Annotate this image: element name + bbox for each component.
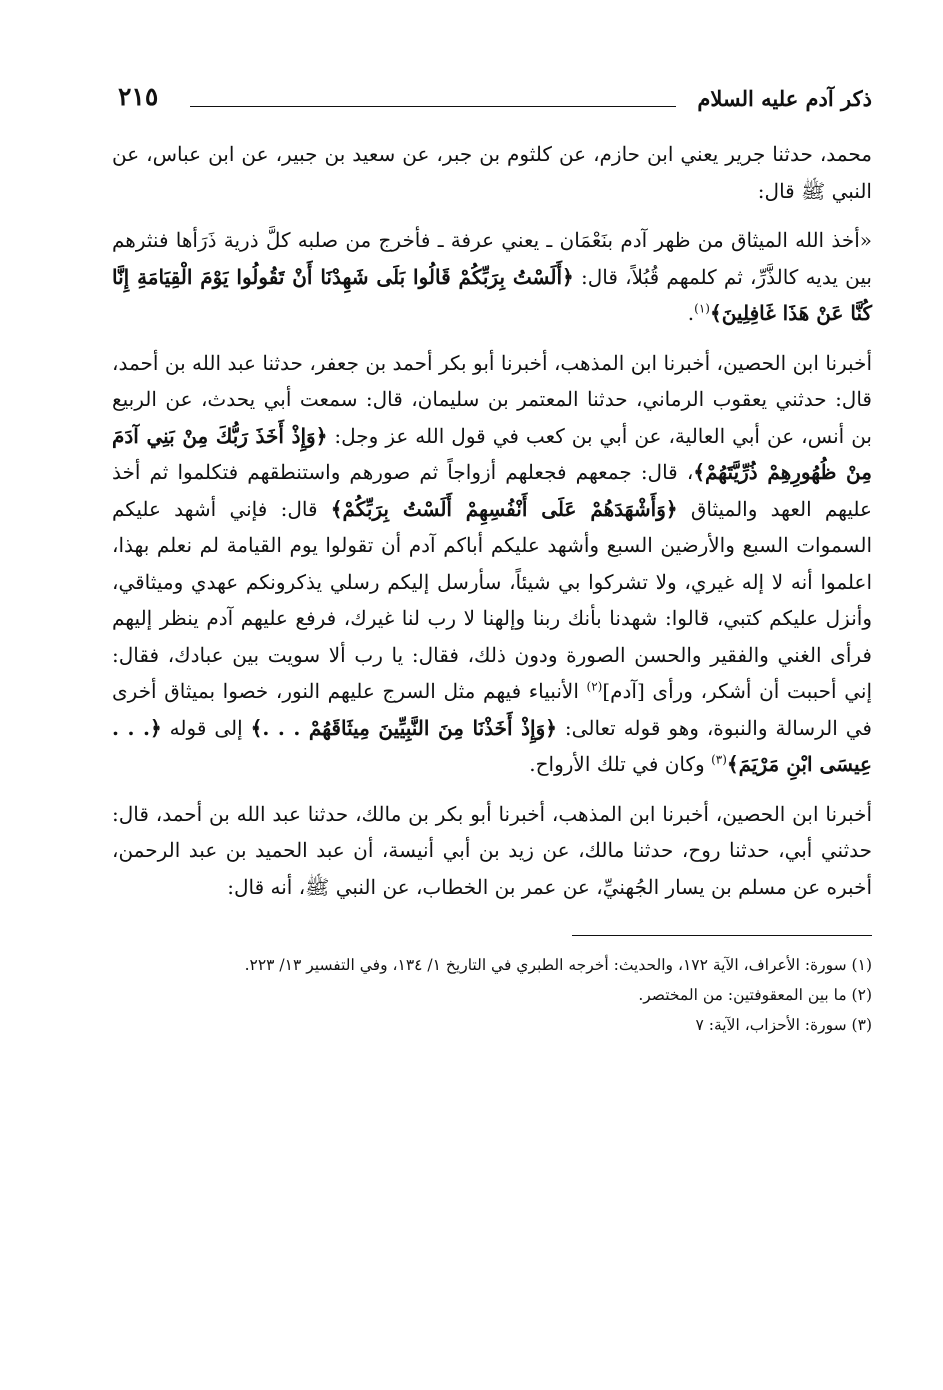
paragraph bbox=[112, 796, 872, 906]
footnote-reference: (٢) bbox=[586, 679, 603, 694]
book-page bbox=[112, 82, 872, 1040]
text-run: قال: فإني أشهد عليكم السموات السبع والأرضين السبع وأشهد عليكم أباكم آدم أن تقولوا يوم القيامة لم نعلم بهذا، اعلموا أنه لا إله غيري، ولا تشركوا بي شيئاً، سأرسل إليكم رسلي يذكرونكم عهدي وميثاقي، وأنزل عليكم كتبي، قالوا: شهدنا بأنك ربنا وإلهنا لا رب لنا غيرك، فرفع عليهم آدم ينظر إليهم فرأى الغني والفقير والحسن الصورة ودون ذلك، فقال: يا رب ألا سويت بين عبادك، فقال: إني أحببت أن أشكر، ورأى [آدم] bbox=[112, 496, 873, 703]
header-rule bbox=[190, 106, 676, 107]
footnote: (٣) سورة: الأحزاب، الآية: ٧ bbox=[695, 1016, 872, 1034]
quran-verse: ﴿وَإِذْ أَخَذَ رَبُّكَ مِنْ بَنِي آدَمَ مِنْ ظُهُورِهِمْ ذُرِّيَّتَهُمْ﴾ bbox=[112, 423, 872, 484]
quran-verse: ﴿أَلَسْتُ بِرَبِّكُمْ قَالُوا بَلَى شَهِدْنَا أَنْ تَقُولُوا يَوْمَ الْقِيَامَةِ إِنَّا كُنَّا عَنْ هَذَا غَافِلِينَ﴾ bbox=[112, 264, 872, 325]
quran-verse: ﴿. . . عِيسَى ابْنِ مَرْيَمَ﴾ bbox=[112, 715, 872, 776]
footnotes bbox=[112, 950, 872, 1040]
chapter-title: ذكر آدم عليه السلام bbox=[697, 86, 872, 111]
page-number: ٢١٥ bbox=[118, 82, 159, 111]
text-run: إلى قوله bbox=[161, 715, 251, 740]
footnote: (١) سورة: الأعراف، الآية ١٧٢، والحديث: أخرجه الطبري في التاريخ ١/ ١٣٤، وفي التفسير ١٣/ ٢٢٣. bbox=[244, 956, 872, 974]
footnote-reference: (١) bbox=[694, 301, 710, 316]
text-run: الأنبياء فيهم مثل السرج عليهم النور، خصوا بميثاق أخرى في الرسالة والنبوة، وهو قوله تعالى: bbox=[112, 679, 872, 740]
text-run: محمد، حدثنا جرير يعني ابن حازم، عن كلثوم بن جبر، عن سعيد بن جبير، عن ابن عباس، عن النبي ﷺ قال: bbox=[112, 142, 872, 203]
paragraph bbox=[112, 222, 872, 332]
footnote: (٢) ما بين المعقوفتين: من المختصر. bbox=[638, 986, 872, 1004]
footnote-rule bbox=[572, 935, 872, 936]
paragraph bbox=[112, 345, 872, 783]
paragraph bbox=[112, 136, 872, 209]
text-run: أخبرنا ابن الحصين، أخبرنا ابن المذهب، أخبرنا أبو بكر بن مالك، حدثنا عبد الله بن أحمد، قال: حدثني أبي، حدثنا روح، حدثنا مالك، عن زيد بن أبي أنيسة، أن عبد الحميد بن عبد الرحمن، أخبره عن مسلم بن يسار الجُهنيِّ، عن عمر بن الخطاب، عن النبي ﷺ، أنه قال: bbox=[112, 801, 872, 899]
footnote-reference: (٣) bbox=[711, 752, 727, 767]
body-text bbox=[112, 136, 872, 905]
quran-verse: ﴿وَإِذْ أَخَذْنَا مِنَ النَّبِيِّينَ مِيثَاقَهُمْ . . .﴾ bbox=[250, 715, 557, 740]
quran-verse: ﴿وَأَشْهَدَهُمْ عَلَى أَنْفُسِهِمْ أَلَسْتُ بِرَبِّكُمْ﴾ bbox=[330, 496, 678, 521]
text-run: «أخذ الله الميثاق من ظهر آدم بنَعْمَان ـ يعني عرفة ـ فأخرج من صلبه كلَّ ذرية ذَرَأها فنثرهم بين يديه كالذَّرِّ، ثم كلمهم قُبُلاً، قال: bbox=[112, 228, 872, 289]
text-run: أخبرنا ابن الحصين، أخبرنا ابن المذهب، أخبرنا أبو بكر أحمد بن جعفر، حدثنا عبد الله بن أحمد، قال: حدثني يعقوب الرماني، حدثنا المعتمر بن سليمان، قال: سمعت أبي يحدث، عن الربيع بن أنس، عن أبي العالية، عن أبي بن كعب في قول الله عز وجل: bbox=[112, 350, 872, 448]
running-header bbox=[112, 82, 872, 118]
text-run: ، قال: جمعهم فجعلهم أزواجاً ثم صورهم واستنطقهم فتكلموا ثم أخذ عليهم العهد والميثاق bbox=[112, 460, 872, 521]
text-run: . bbox=[687, 301, 695, 325]
text-run: وكان في تلك الأرواح. bbox=[529, 752, 712, 776]
